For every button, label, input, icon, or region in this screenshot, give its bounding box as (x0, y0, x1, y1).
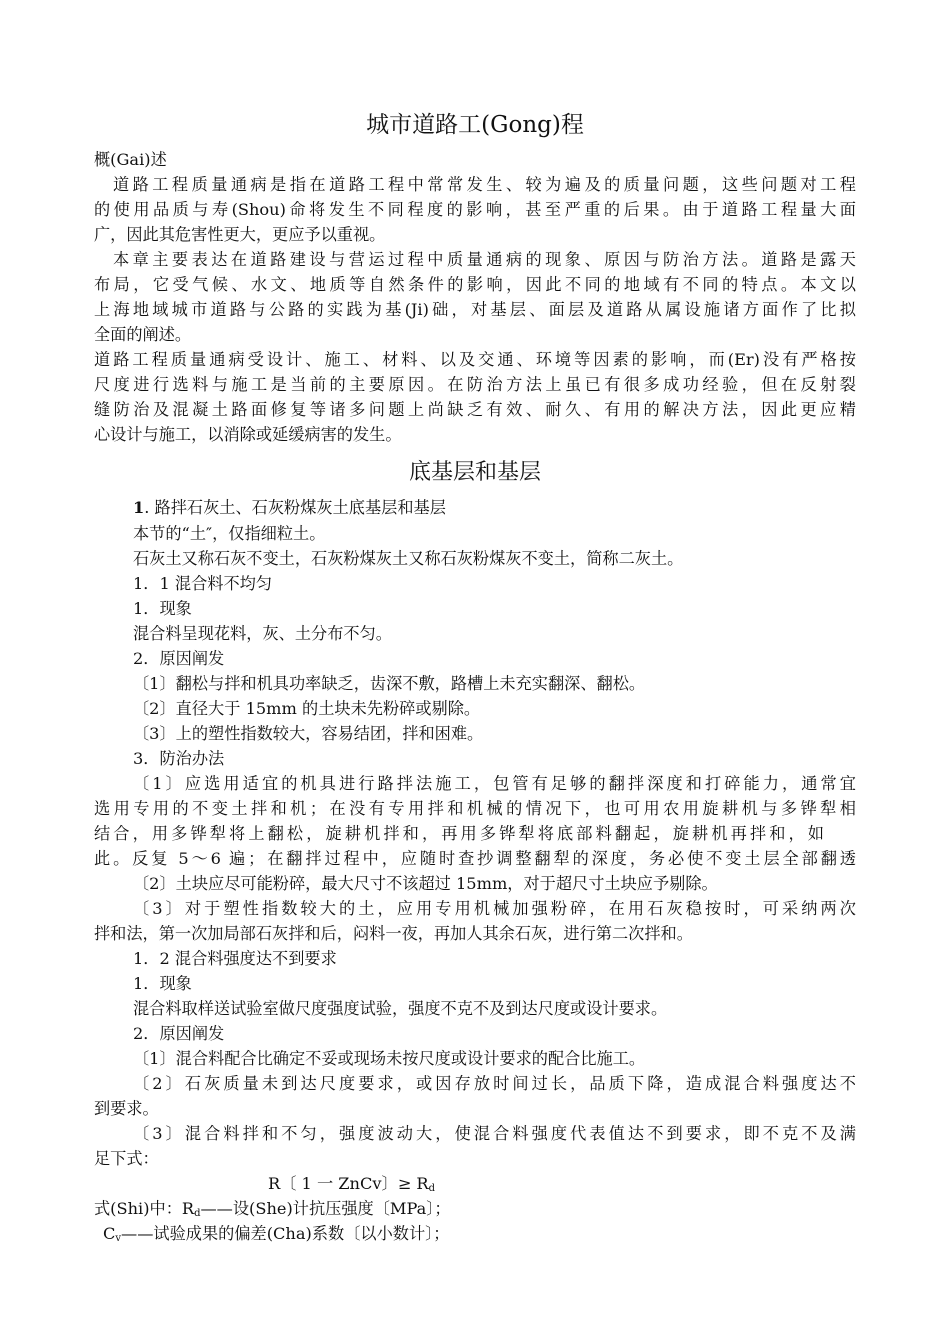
cause-heading: 2．原因阐发 (133, 649, 225, 668)
paragraph-line: 心设计与施工，以消除或延缓病害的发生。 (94, 425, 402, 444)
cause-item: 〔1〕混合料配合比确定不妥或现场未按尺度或设计要求的配合比施工。 (133, 1049, 646, 1068)
subsection-heading: 1．1 混合料不均匀 (133, 574, 273, 593)
paragraph-line: 的使用品质与寿(Shou)命将发生不同程度的影响，甚至严重的后果。由于道路工程量大面 (94, 200, 856, 219)
section-heading: 底基层和基层 (408, 460, 541, 485)
paragraph-line: 〔3〕混合料拌和不匀，强度波动大，使混合料强度代表值达不到要求，即不克不及满 (133, 1124, 856, 1143)
paragraph-line: 结合，用多铧犁将上翻松，旋耕机拌和，再用多铧犁将底部料翻起，旋耕机再拌和，如 (94, 824, 824, 843)
paragraph-line: 尺度进行选料与施工是当前的主要原因。在防治方法上虽已有很多成功经验，但在反射裂 (94, 375, 856, 394)
paragraph-line: 全面的阐述。 (94, 325, 192, 344)
phenomenon-text: 混合料取样送试验室做尺度强度试验，强度不克不及到达尺度或设计要求。 (133, 999, 668, 1018)
paragraph-line: 选用专用的不变土拌和机；在没有专用拌和机械的情况下，也可用农用旋耕机与多铧犁相 (94, 799, 856, 818)
paragraph-line: 布局，它受气候、水文、地质等自然条件的影响，因此不同的地域有不同的特点。本文以 (94, 275, 856, 294)
phenomenon-heading: 1．现象 (133, 599, 192, 618)
definition-text: 石灰土又称石灰不变土，石灰粉煤灰土又称石灰粉煤灰不变土，简称二灰土。 (133, 549, 684, 568)
variable-subscript: v (115, 1233, 122, 1244)
variable-prefix: 式(Shi)中：R (94, 1199, 195, 1218)
paragraph-line: 上海地域城市道路与公路的实践为基(Ji)础，对基层、面层及道路从属设施诸方面作了比拟 (94, 300, 856, 319)
cause-item: 〔3〕上的塑性指数较大，容易结团，拌和困难。 (133, 724, 484, 743)
paragraph-line: 拌和法，第一次加局部石灰拌和后，闷料一夜，再加人其余石灰，进行第二次拌和。 (94, 924, 693, 943)
paragraph-line: 此。反复 5～6 遍；在翻拌过程中，应随时查抄调整翻犁的深度，务必使不变土层全部翻透 (94, 849, 856, 868)
paragraph-line: 本章主要表达在道路建设与营运过程中质量通病的现象、原因与防治方法。道路是露天 (113, 250, 856, 269)
phenomenon-heading: 1．现象 (133, 974, 192, 993)
formula-text: R〔 1 一 ZnCv〕≥ R (268, 1174, 429, 1193)
paragraph-line: 〔1〕应选用适宜的机具进行路拌法施工，包管有足够的翻拌深度和打碎能力，通常宜 (133, 774, 856, 793)
subsection-title-text: . 路拌石灰土、石灰粉煤灰土底基层和基层 (144, 498, 446, 517)
scope-note: 本节的“土″，仅指细粒土。 (133, 524, 326, 543)
overview-heading: 概(Gai)述 (94, 150, 167, 169)
paragraph-line: 到要求。 (94, 1099, 159, 1118)
variable-prefix: C (103, 1224, 116, 1243)
phenomenon-text: 混合料呈现花料，灰、土分布不匀。 (133, 624, 392, 643)
prevention-item-2: 〔2〕土块应尽可能粉碎，最大尺寸不该超过 15mm，对于超尺寸土块应予剔除。 (133, 874, 718, 893)
variable-description: ——试验成果的偏差(Cha)系数〔以小数计〕； (121, 1224, 450, 1243)
subsection-heading: 1．2 混合料强度达不到要求 (133, 949, 337, 968)
document-title: 城市道路工(Gong)程 (366, 112, 584, 138)
formula-subscript: d (428, 1183, 435, 1194)
subsection-title (133, 496, 856, 520)
variable-definition-cv (103, 1222, 865, 1251)
cause-item: 〔1〕翻松与拌和机具功率缺乏，齿深不敷，路槽上未充实翻深、翻松。 (133, 674, 646, 693)
cause-heading: 2．原因阐发 (133, 1024, 225, 1043)
paragraph-line: 缝防治及混凝土路面修复等诸多问题上尚缺乏有效、耐久、有用的解决方法，因此更应精 (94, 400, 856, 419)
paragraph-line: 道路工程质量通病受设计、施工、材料、以及交通、环境等因素的影响，而(Er)没有严格按 (94, 350, 856, 369)
paragraph-line: 广，因此其危害性更大，更应予以重视。 (94, 225, 386, 244)
paragraph-line: 足下式： (94, 1149, 159, 1168)
paragraph-line: 道路工程质量通病是指在道路工程中常常发生、较为遍及的质量问题，这些问题对工程 (113, 175, 856, 194)
prevention-heading: 3．防治办法 (133, 749, 225, 768)
variable-subscript: d (194, 1208, 201, 1219)
paragraph-line: 〔2〕石灰质量未到达尺度要求，或因存放时间过长，品质下降，造成混合料强度达不 (133, 1074, 856, 1093)
paragraph-line: 〔3〕对于塑性指数较大的土，应用专用机械加强粉碎，在用石灰稳按时，可采纳两次 (133, 899, 856, 918)
subsection-number: 1 (133, 498, 145, 517)
cause-item: 〔2〕直径大于 15mm 的土块未先粉碎或剔除。 (133, 699, 481, 718)
variable-description: ——设(She)计抗压强度〔MPa〕； (200, 1199, 451, 1218)
